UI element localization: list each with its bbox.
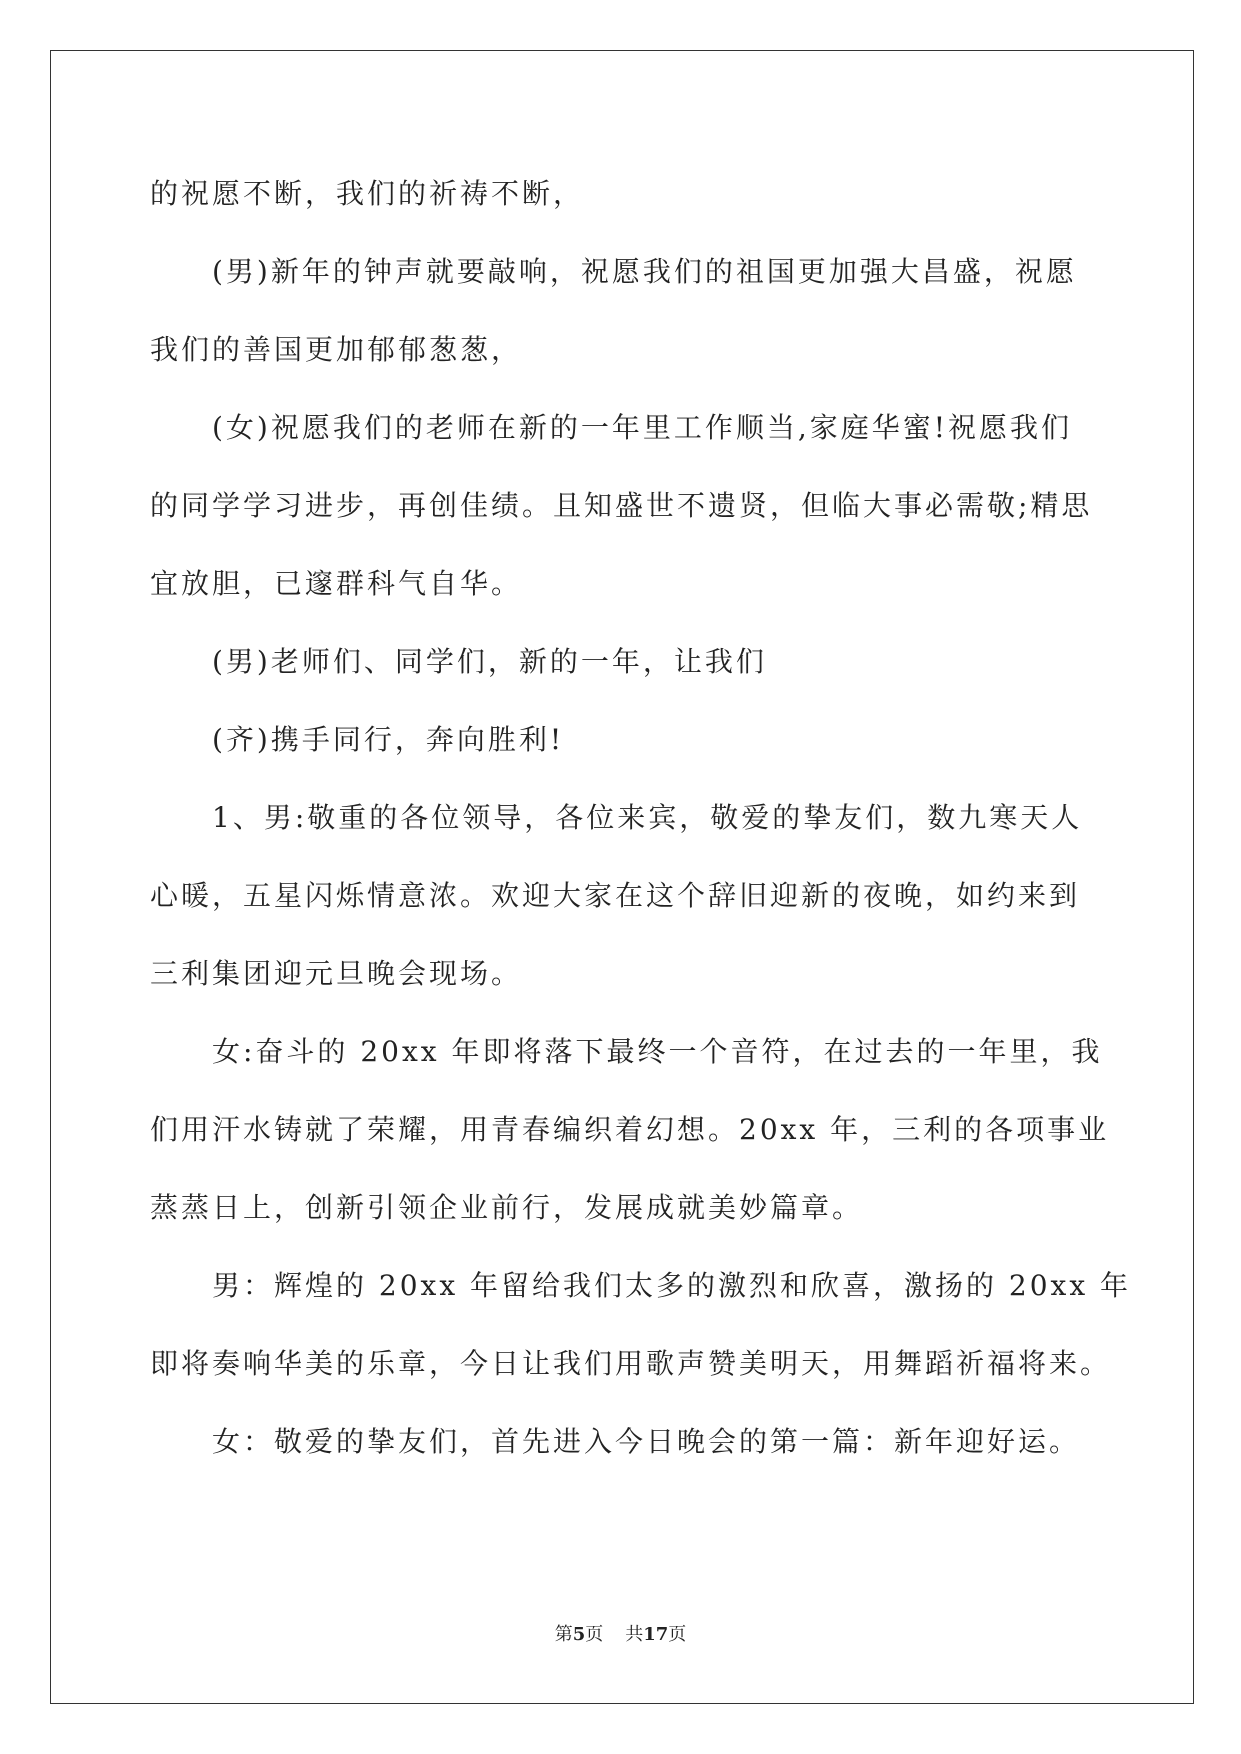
page-prefix: 第 <box>554 1624 573 1645</box>
paragraph-line: 男：辉煌的 20xx 年留给我们太多的激烈和欣喜，激扬的 20xx 年 <box>212 1269 1132 1302</box>
paragraph-line: 的同学学习进步，再创佳绩。且知盛世不遗贤，但临大事必需敬;精思 <box>150 489 1093 522</box>
paragraph-line: (女)祝愿我们的老师在新的一年里工作顺当,家庭华蜜!祝愿我们 <box>212 411 1073 444</box>
page-number: 5 <box>572 1624 586 1645</box>
paragraph-line: 即将奏响华美的乐章，今日让我们用歌声赞美明天，用舞蹈祈福将来。 <box>150 1347 1112 1380</box>
paragraph-line: 们用汗水铸就了荣耀，用青春编织着幻想。20xx 年，三利的各项事业 <box>150 1113 1110 1146</box>
paragraph-line: (齐)携手同行，奔向胜利! <box>212 723 565 756</box>
paragraph-line: 我们的善国更加郁郁葱葱， <box>150 333 523 366</box>
paragraph-line: (男)新年的钟声就要敲响，祝愿我们的祖国更加强大昌盛，祝愿 <box>212 255 1077 288</box>
paragraph-line: 女：敬爱的挚友们，首先进入今日晚会的第一篇：新年迎好运。 <box>212 1425 1081 1458</box>
paragraph-line: (男)老师们、同学们，新的一年，让我们 <box>212 645 767 678</box>
paragraph-line: 蒸蒸日上，创新引领企业前行，发展成就美妙篇章。 <box>150 1191 864 1224</box>
total-prefix: 共 <box>625 1624 644 1645</box>
paragraph-line: 心暖，五星闪烁情意浓。欢迎大家在这个辞旧迎新的夜晚，如约来到 <box>150 879 1081 912</box>
total-suffix: 页 <box>668 1624 687 1645</box>
paragraph-line: 女:奋斗的 20xx 年即将落下最终一个音符，在过去的一年里，我 <box>212 1035 1103 1068</box>
paragraph-line: 1、男:敬重的各位领导，各位来宾，敬爱的挚友们，数九寒天人 <box>212 801 1083 834</box>
paragraph-line: 三利集团迎元旦晚会现场。 <box>150 957 523 990</box>
total-pages: 17 <box>643 1624 669 1645</box>
paragraph-line: 的祝愿不断，我们的祈祷不断， <box>150 177 585 210</box>
paragraph-line: 宜放胆，已邃群科气自华。 <box>150 567 523 600</box>
document-body <box>150 155 1132 1481</box>
page-footer <box>0 1620 1241 1646</box>
page-suffix: 页 <box>585 1624 604 1645</box>
